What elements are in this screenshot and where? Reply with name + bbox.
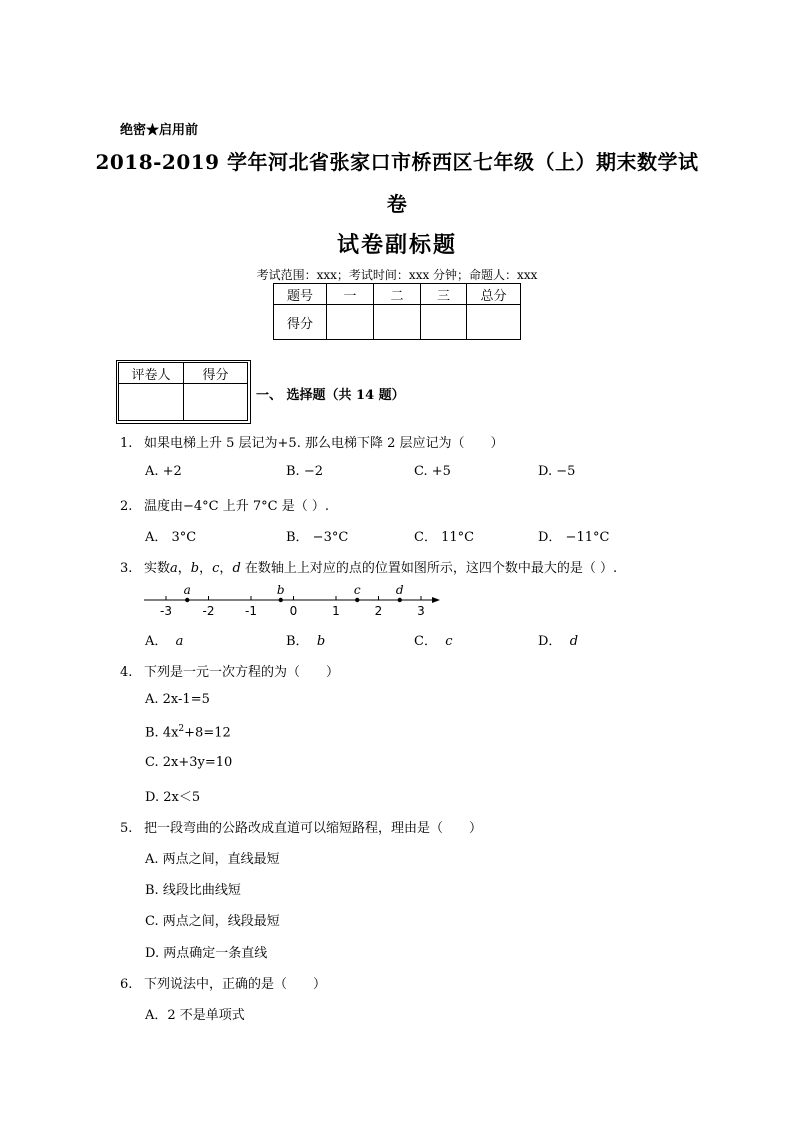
question-text-part: ， [177, 561, 191, 576]
option-prefix: D． [538, 634, 562, 649]
question-text: 温度由−4°C 上升 7°C 是（ ）. [144, 499, 329, 514]
option-a: A. 2x-1=5 [145, 692, 210, 707]
number-line-point-label: c [353, 583, 361, 597]
question-number: 6. [120, 977, 133, 992]
exam-info: 考试范围：xxx；考试时间：xxx 分钟；命题人：xxx [256, 268, 538, 282]
variable-d: d [232, 561, 241, 576]
question-text-part: 在数轴上上对应的点的位置如图所示，这四个数中最大的是（ ）. [240, 561, 618, 576]
number-line-tick-label: -3 [160, 604, 172, 618]
confidential-mark: 绝密★启用前 [120, 123, 199, 138]
number-line-tick-label: 2 [374, 604, 383, 618]
grader-header-cell: 得分 [184, 363, 248, 384]
question-6 [120, 973, 326, 992]
question-number: 1. [120, 436, 133, 451]
number-line-point-label: d [395, 583, 404, 597]
option-c [414, 630, 453, 649]
question-number: 2. [120, 499, 133, 514]
section-heading: 一、 选择题（共 14 题） [256, 388, 405, 403]
number-line-point-b [279, 598, 283, 602]
exponent: 2 [178, 724, 185, 734]
question-number: 5. [120, 821, 133, 836]
option-d: D． −11°C [538, 530, 610, 545]
option-var: d [569, 634, 579, 649]
option-var: c [445, 634, 453, 649]
grader-table [118, 362, 248, 421]
question-text: 下列说法中，正确的是（ ） [144, 977, 327, 992]
question-4 [120, 661, 339, 680]
question-2 [120, 495, 329, 514]
variable-b: b [190, 561, 200, 576]
option-c: C. 2x+3y=10 [145, 755, 233, 770]
number-line-tick-label: 1 [332, 604, 340, 618]
grader-header-cell: 评卷人 [119, 363, 184, 384]
number-line-point-label: a [183, 583, 191, 597]
question-number: 3. [120, 561, 133, 576]
option-a: A． 3°C [145, 530, 197, 545]
option-prefix: B． [286, 634, 309, 649]
option-b: B． −3°C [286, 530, 349, 545]
variable-a: a [170, 561, 178, 576]
question-5 [120, 817, 482, 836]
option-var: b [316, 634, 326, 649]
number-line-tick-label: 0 [289, 604, 298, 618]
exam-title-line2: 卷 [386, 192, 408, 216]
option-d: D. 两点确定一条直线 [145, 946, 268, 961]
score-header-cell: 总分 [467, 284, 521, 305]
question-text: 下列是一元一次方程的为（ ） [144, 665, 340, 680]
option-c: C． 11°C [414, 530, 475, 545]
option-var: a [175, 634, 184, 649]
score-cell [374, 305, 421, 340]
option-d [538, 630, 578, 649]
option-d: D. 2x＜5 [145, 790, 201, 805]
option-c: C. 两点之间，线段最短 [145, 914, 280, 929]
variable-c: c [212, 561, 220, 576]
number-line-point-d [398, 598, 402, 602]
number-line-point-a [185, 598, 189, 602]
option-b [145, 724, 231, 740]
number-line-tick-label: -1 [245, 604, 257, 618]
score-header-cell: 二 [374, 284, 421, 305]
option-prefix: C． [414, 634, 437, 649]
score-header-cell: 一 [327, 284, 374, 305]
grader-cell [184, 384, 248, 421]
option-text: B. 4x [145, 725, 179, 741]
option-b: B. 线段比曲线短 [145, 883, 241, 898]
option-a: A. 两点之间，直线最短 [145, 852, 280, 867]
option-a: A．2 不是单项式 [145, 1008, 245, 1023]
grader-cell [119, 384, 184, 421]
number-line-arrow [432, 597, 440, 603]
option-d: D. −5 [538, 464, 576, 479]
option-b [286, 630, 325, 649]
option-b: B. −2 [286, 464, 323, 479]
question-text-part: ， [199, 561, 213, 576]
number-line-tick-label: 3 [417, 604, 425, 618]
option-a: A. +2 [145, 464, 182, 479]
exam-subtitle: 试卷副标题 [336, 232, 457, 258]
question-text: 如果电梯上升 5 层记为+5. 那么电梯下降 2 层应记为（ ） [144, 436, 504, 451]
number-line-point-label: b [276, 583, 285, 597]
question-text-part: ， [219, 561, 233, 576]
number-line-point-c [355, 598, 359, 602]
score-row-label: 得分 [274, 305, 327, 340]
score-cell [467, 305, 521, 340]
score-header-cell: 三 [421, 284, 467, 305]
option-c: C. +5 [414, 464, 451, 479]
score-table [273, 283, 521, 340]
exam-title-line1: 2018-2019 学年河北省张家口市桥西区七年级（上）期末数学试 [95, 150, 699, 174]
number-line-figure [140, 581, 450, 619]
score-cell [421, 305, 467, 340]
question-3 [120, 557, 617, 576]
question-text: 把一段弯曲的公路改成直道可以缩短路程，理由是（ ） [144, 821, 483, 836]
score-cell [327, 305, 374, 340]
score-header-cell: 题号 [274, 284, 327, 305]
option-text: +8=12 [184, 725, 231, 741]
question-number: 4. [120, 665, 133, 680]
number-line-tick-label: -2 [202, 604, 215, 618]
option-a [145, 630, 183, 649]
question-1 [120, 432, 504, 451]
question-text-part: 实数 [144, 561, 171, 576]
option-prefix: A． [145, 634, 168, 649]
